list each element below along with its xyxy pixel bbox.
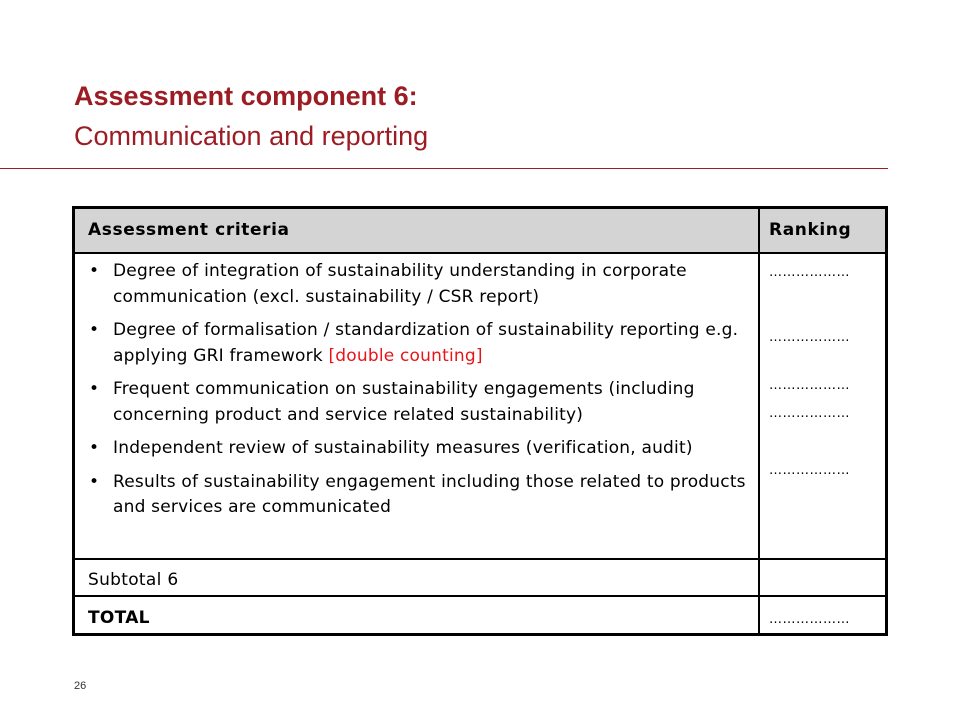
ranking-value: ……………… xyxy=(769,406,850,421)
subtotal-divider xyxy=(75,595,885,597)
subtotal-label: Subtotal 6 xyxy=(88,570,179,590)
criteria-item xyxy=(89,259,755,310)
criteria-text: Degree of formalisation / standardization of sustainability reporting e.g. applying GRI framework xyxy=(113,320,739,366)
criteria-list xyxy=(89,259,755,529)
ranking-column-header: Ranking xyxy=(769,220,852,240)
criteria-highlight: [double counting] xyxy=(328,345,483,366)
criteria-text: Frequent communication on sustainability engagements (including concerning product and service related sustainability) xyxy=(113,379,695,425)
criteria-column-header: Assessment criteria xyxy=(88,220,290,240)
criteria-item xyxy=(89,436,755,462)
ranking-value: ……………… xyxy=(769,265,850,280)
criteria-divider xyxy=(75,558,885,560)
assessment-table xyxy=(72,206,888,636)
criteria-item xyxy=(89,470,755,521)
criteria-item xyxy=(89,377,755,428)
table-header-row xyxy=(75,209,885,252)
ranking-value: ……………… xyxy=(769,330,850,345)
slide-subtitle: Communication and reporting xyxy=(74,121,429,151)
criteria-item xyxy=(89,318,755,369)
page-number: 26 xyxy=(74,680,87,692)
total-ranking: ……………… xyxy=(769,612,850,627)
ranking-value: ……………… xyxy=(769,378,850,393)
ranking-value: ……………… xyxy=(769,463,850,478)
title-divider xyxy=(0,168,888,169)
column-divider xyxy=(758,209,760,633)
criteria-text: Independent review of sustainability measures (verification, audit) xyxy=(113,438,693,458)
criteria-text: Results of sustainability engagement including those related to products and services are communicated xyxy=(113,471,746,517)
header-divider xyxy=(75,252,885,254)
slide-title: Assessment component 6: xyxy=(74,81,418,111)
criteria-text: Degree of integration of sustainability understanding in corporate communication (excl. sustainability / CSR report) xyxy=(113,261,687,307)
total-label: TOTAL xyxy=(88,608,150,628)
